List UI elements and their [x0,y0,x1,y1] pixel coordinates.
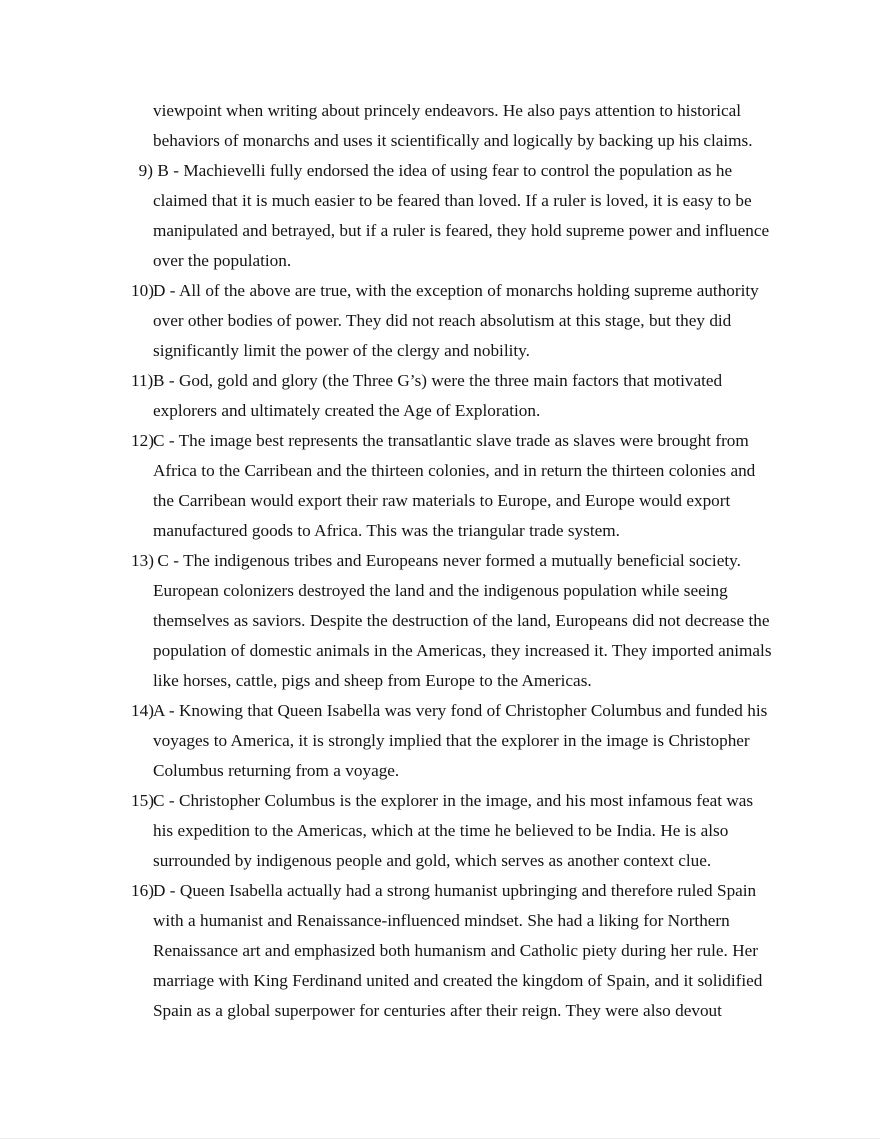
item-text: A - Knowing that Queen Isabella was very fond of Christopher Columbus and funded his voyages to America, it is strongly implied that the explorer in the image is Christopher Columbus returning from a voyage. [153,701,772,780]
list-item [131,156,776,276]
item-text: D - All of the above are true, with the exception of monarchs holding supreme authority over other bodies of power. They did not reach absolutism at this stage, but they did significantly limit the power of the clergy and nobility. [153,281,764,360]
item-number: 13) [131,551,154,570]
item-number: 9) [138,161,153,180]
item-text: C - The indigenous tribes and Europeans never formed a mutually beneficial society. European colonizers destroyed the land and the indigenous population while seeing themselves as saviors. Despite the destruction of the land, Europeans did not decrease the population of domestic animals in the Americas, they increased it. They imported animals like horses, cattle, pigs and sheep from Europe to the Americas. [153,551,776,690]
item-text: B - God, gold and glory (the Three G’s) were the three main factors that motivated explorers and ultimately created the Age of Exploration. [153,371,727,420]
list-item [131,876,776,1026]
item-number: 10) [131,281,154,300]
list-item [131,696,776,786]
item-number: 16) [131,881,154,900]
item-text: C - Christopher Columbus is the explorer in the image, and his most infamous feat was his expedition to the Americas, which at the time he believed to be India. He is also surrounded by indigenous people and gold, which serves as another context clue. [153,791,758,870]
continuation-line: behaviors of monarchs and uses it scientifically and logically by backing up his claims. [153,131,753,150]
continuation-line: viewpoint when writing about princely endeavors. He also pays attention to historical [153,101,742,120]
list-item [131,426,776,546]
item-number: 12) [131,431,154,450]
list-item [131,786,776,876]
item-number: 14) [131,701,154,720]
item-text: B - Machievelli fully endorsed the idea of using fear to control the population as he claimed that it is much easier to be feared than loved. If a ruler is loved, it is easy to be manipulated and betrayed, but if a ruler is feared, they hold supreme power and influence over the population. [153,161,774,270]
list-item [131,546,776,696]
item-number: 15) [131,791,154,810]
continuation-paragraph [153,96,776,156]
item-text: D - Queen Isabella actually had a strong humanist upbringing and therefore ruled Spain with a humanist and Renaissance-influenced mindset. She had a liking for Northern Renaissance art and emphasized both humanism and Catholic piety during her rule. Her marriage with King Ferdinand united and created the kingdom of Spain, and it solidified Spain as a global superpower for centuries after their reign. They were also devout [153,881,767,1020]
list-item [131,276,776,366]
answer-list [131,156,776,1026]
list-item [131,366,776,426]
item-text: C - The image best represents the transatlantic slave trade as slaves were brought from Africa to the Carribean and the thirteen colonies, and in return the thirteen colonies and the Carribean would export their raw materials to Europe, and Europe would export manufactured goods to Africa. This was the triangular trade system. [153,431,760,540]
item-number: 11) [131,371,154,390]
